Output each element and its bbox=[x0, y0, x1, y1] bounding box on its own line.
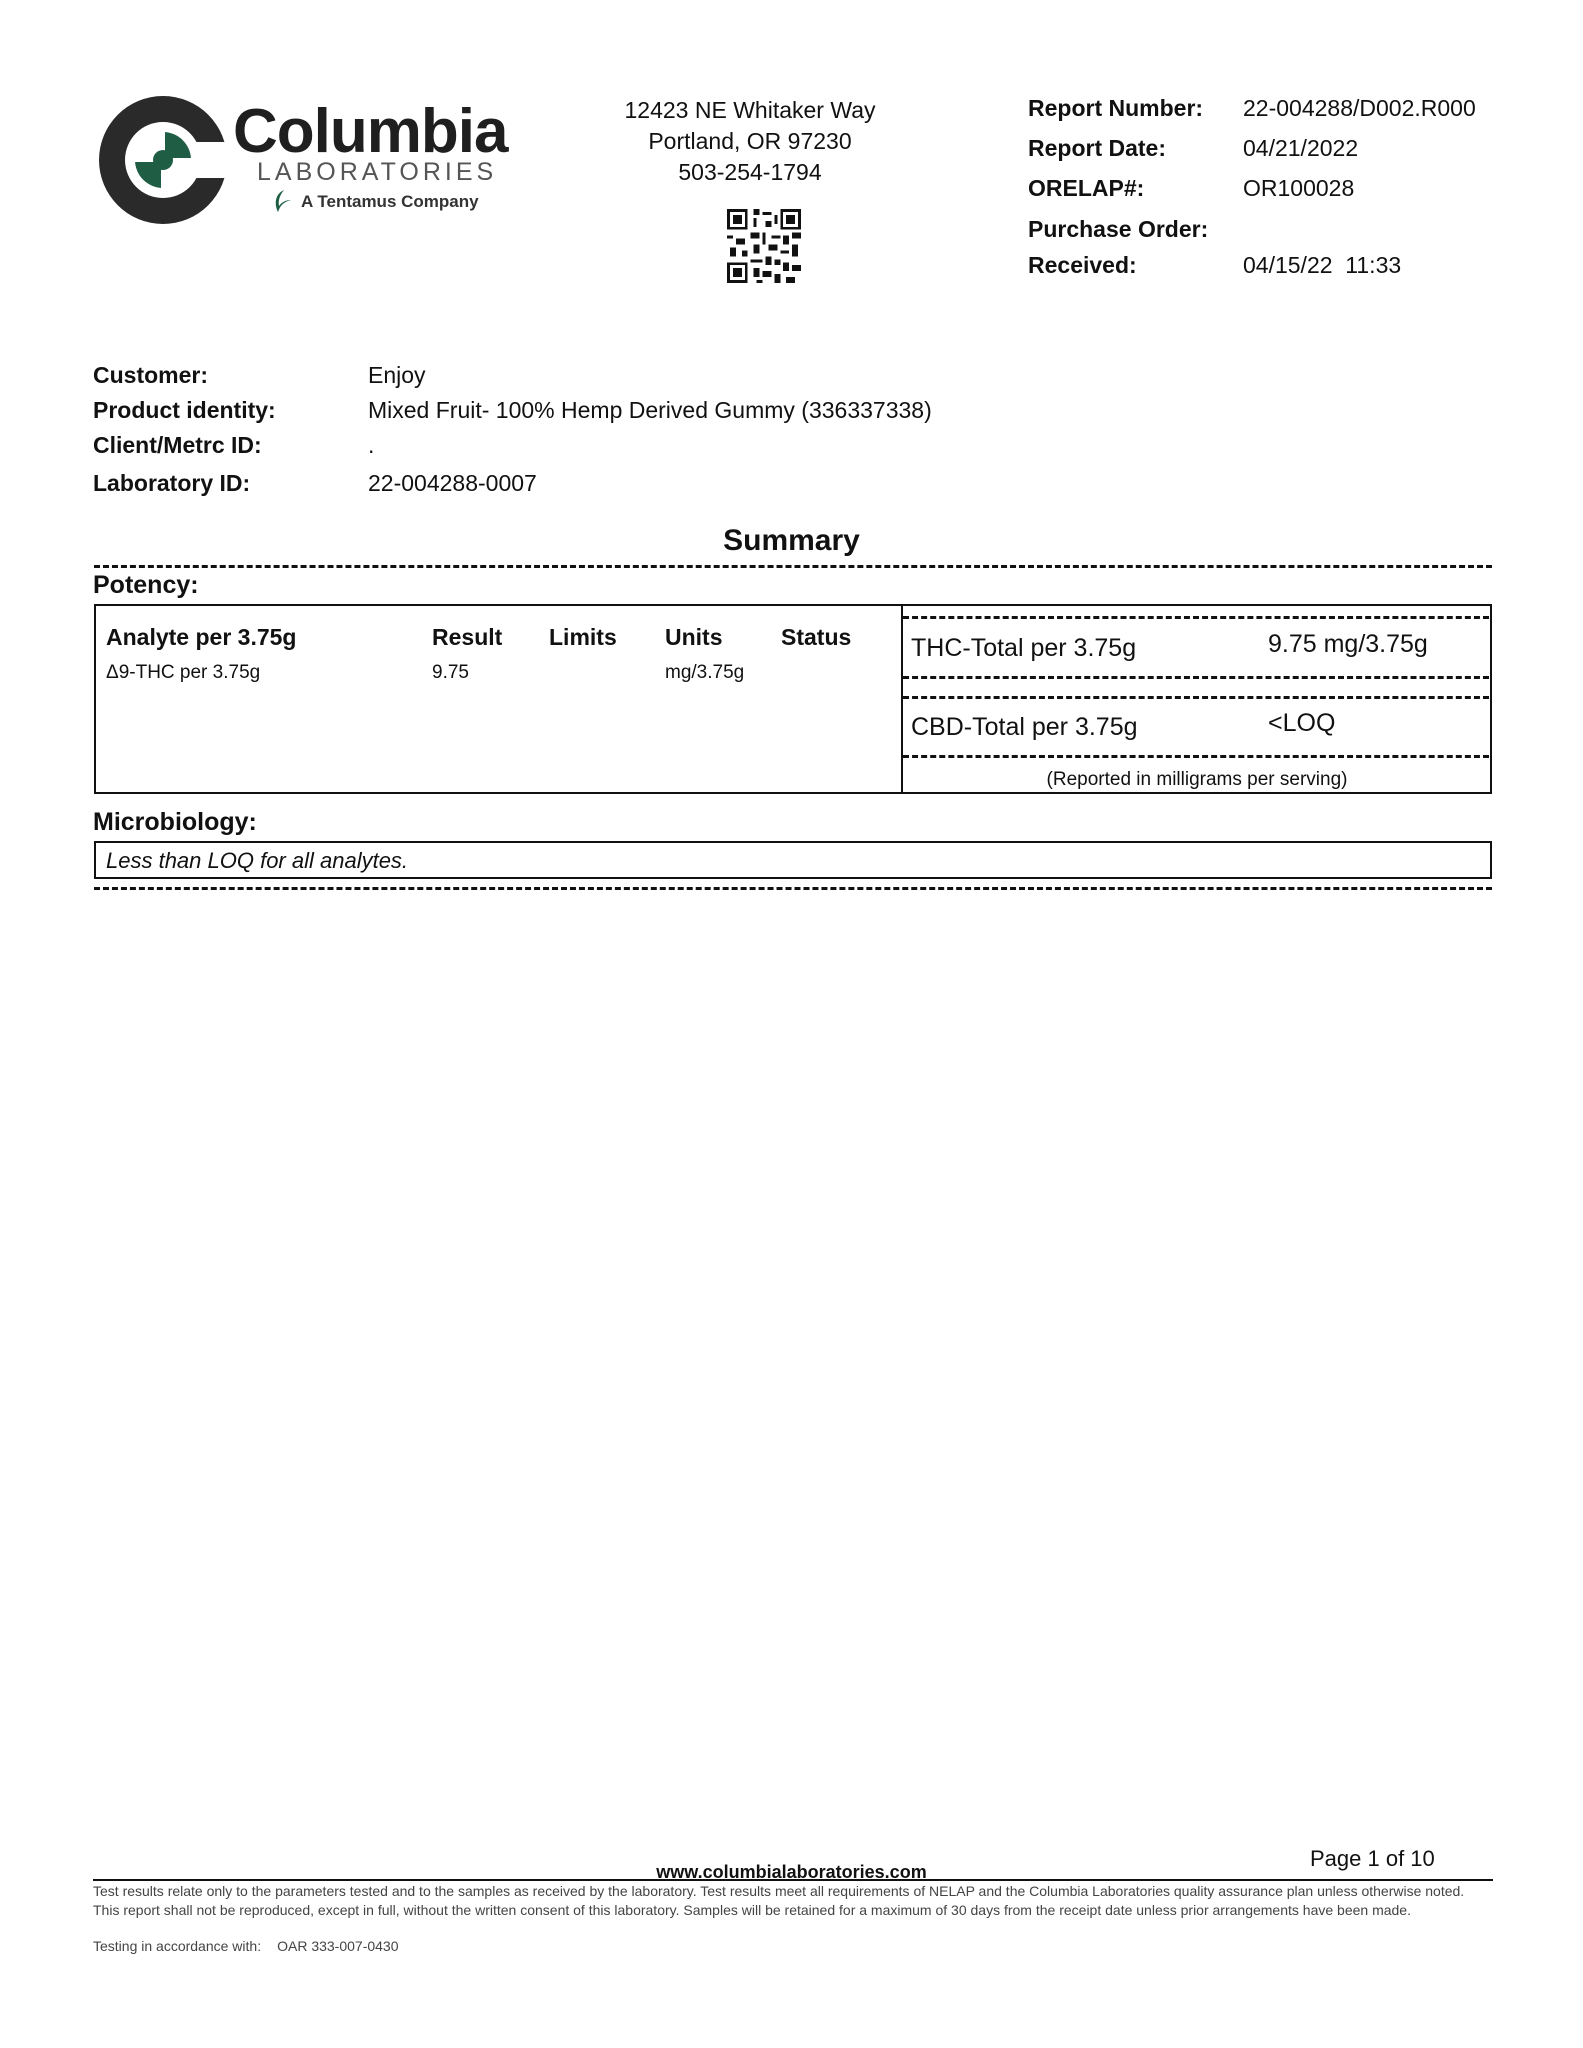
potency-title: Potency: bbox=[93, 571, 199, 599]
reported-note: (Reported in milligrams per serving) bbox=[1046, 769, 1348, 790]
col-limits-header: Limits bbox=[549, 624, 617, 650]
thc-total-label: THC-Total per 3.75g bbox=[911, 634, 1137, 662]
totals-divider-1 bbox=[903, 676, 1489, 679]
tentamus-leaf-icon bbox=[271, 188, 297, 214]
microbiology-divider bbox=[94, 887, 1492, 890]
col-result-header: Result bbox=[432, 624, 503, 650]
cbd-total-value: <LOQ bbox=[1268, 709, 1336, 737]
totals-divider-3 bbox=[903, 755, 1489, 758]
disclaimer-text: Test results relate only to the parameters tested and to the samples as received by the laboratory. Test results meet all requirements of NELAP and the Columbia Laboratories quality assurance plan unless otherwise noted. This report shall not be reproduced, except in full, without the written consent of this laboratory. Samples will be retained for a maximum of 30 days from the receipt date unless prior arrangements have been made. bbox=[93, 1883, 1465, 1918]
address-street: 12423 NE Whitaker Way bbox=[624, 97, 876, 123]
page-number: Page 1 of 10 bbox=[1310, 1846, 1435, 1871]
lab-address bbox=[560, 95, 940, 188]
summary-title: Summary bbox=[723, 524, 860, 557]
logo-name: Columbia bbox=[233, 97, 508, 166]
customer-value: Enjoy bbox=[368, 362, 426, 388]
report-date-label: Report Date: bbox=[1028, 135, 1167, 161]
testing-label: Testing in accordance with: bbox=[93, 1938, 262, 1954]
orelap-value: OR100028 bbox=[1243, 175, 1355, 201]
address-city: Portland, OR 97230 bbox=[648, 128, 852, 154]
microbiology-title: Microbiology: bbox=[93, 808, 257, 836]
qr-code-icon bbox=[727, 209, 801, 283]
col-analyte-header: Analyte per 3.75g bbox=[106, 624, 297, 650]
logo-subtitle: LABORATORIES bbox=[257, 158, 498, 186]
report-date-value: 04/21/2022 bbox=[1243, 135, 1359, 161]
testing-note bbox=[93, 1938, 399, 1954]
row-analyte: Δ9-THC per 3.75g bbox=[106, 662, 261, 683]
row-units: mg/3.75g bbox=[665, 662, 745, 683]
received-value: 04/15/22 11:33 bbox=[1243, 252, 1402, 278]
website-link[interactable]: www.columbialaboratories.com bbox=[656, 1862, 927, 1882]
testing-value: OAR 333-007-0430 bbox=[277, 1938, 399, 1954]
logo-tagline: A Tentamus Company bbox=[301, 192, 479, 211]
product-identity-label: Product identity: bbox=[93, 397, 276, 423]
col-units-header: Units bbox=[665, 624, 723, 650]
received-label: Received: bbox=[1028, 252, 1137, 278]
microbiology-box bbox=[94, 841, 1492, 879]
report-number-label: Report Number: bbox=[1028, 95, 1204, 121]
potency-table bbox=[94, 604, 1492, 794]
totals-divider-2 bbox=[903, 696, 1489, 699]
address-phone: 503-254-1794 bbox=[678, 159, 822, 185]
metrc-id-label: Client/Metrc ID: bbox=[93, 432, 262, 458]
purchase-order-label: Purchase Order: bbox=[1028, 216, 1209, 242]
microbiology-result: Less than LOQ for all analytes. bbox=[106, 848, 409, 873]
customer-label: Customer: bbox=[93, 362, 209, 388]
summary-divider bbox=[94, 565, 1492, 568]
laboratory-id-label: Laboratory ID: bbox=[93, 470, 251, 496]
orelap-label: ORELAP#: bbox=[1028, 175, 1145, 201]
potency-column-divider bbox=[901, 606, 903, 792]
laboratory-id-value: 22-004288-0007 bbox=[368, 470, 537, 496]
col-status-header: Status bbox=[781, 624, 852, 650]
product-identity-value: Mixed Fruit- 100% Hemp Derived Gummy (336337338) bbox=[368, 397, 932, 423]
footer-rule bbox=[93, 1879, 1493, 1881]
columbia-logo-mark-icon bbox=[95, 92, 231, 228]
report-number-value: 22-004288/D002.R000 bbox=[1243, 95, 1476, 121]
cbd-total-label: CBD-Total per 3.75g bbox=[911, 713, 1138, 741]
row-result: 9.75 bbox=[432, 662, 469, 683]
company-logo bbox=[95, 88, 515, 238]
metrc-id-value: . bbox=[368, 432, 375, 458]
thc-total-value: 9.75 mg/3.75g bbox=[1268, 630, 1428, 658]
totals-divider-top bbox=[903, 616, 1489, 619]
